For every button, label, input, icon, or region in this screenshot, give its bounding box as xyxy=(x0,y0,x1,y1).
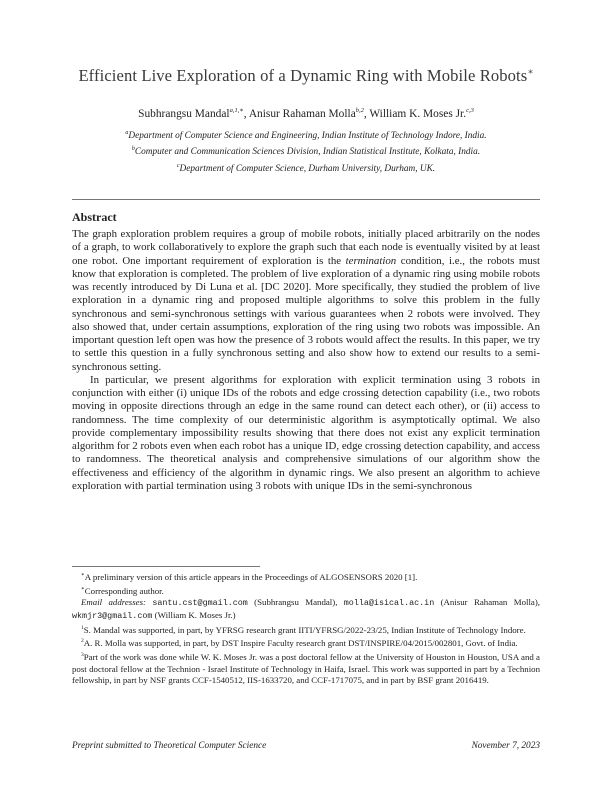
affiliation-mark: c xyxy=(176,162,180,169)
email-owner: (Subhrangsu Mandal), xyxy=(247,597,344,608)
affiliation-mark: b xyxy=(131,146,135,153)
emphasis-termination: termination xyxy=(345,254,397,267)
affiliation-mark: a xyxy=(125,130,129,136)
footnote xyxy=(72,650,540,687)
email-label: Email addresses: xyxy=(81,597,153,608)
email-link[interactable]: molla@isical.ac.in xyxy=(343,598,435,609)
author-name: Anisur Rahaman Molla xyxy=(248,107,356,120)
page-footer xyxy=(72,741,540,751)
author-marks: c,3 xyxy=(466,107,474,114)
email-link[interactable]: wkmjr3@gmail.com xyxy=(72,610,153,621)
author-marks: b,2 xyxy=(355,107,364,114)
author-list xyxy=(0,106,612,120)
footer-journal: Preprint submitted to Theoretical Computer Science xyxy=(72,741,267,751)
footnote xyxy=(72,636,540,650)
abstract-top-rule xyxy=(72,199,540,200)
footnote-rule xyxy=(72,566,260,567)
abstract-paragraph: In particular, we present algorithms for exploration with explicit termination using 3 robots in conjunction with either (i) unique IDs of the robots and edge crossing detection capability (i.e., two robots moving in opposite directions through an edge in the same round can detect each other), or (ii) access to randomness. The time complexity of our deterministic algorithm is asymptotically optimal. We also provide complementary impossibility results showing that there does not exist any explicit termination algorithm for 2 robots even when each robot has a unique ID, edge crossing detection capability, and access to randomness. The theoretical analysis and comprehensive simulations of our algorithm show the effectiveness and efficiency of the algorithm in dynamic rings. We also present an algorithm to achieve exploration with partial termination using 3 robots with unique IDs in the semi-synchronous xyxy=(72,373,540,492)
footnote-text: A preliminary version of this article appears in the Proceedings of ALGOSENSORS 2020 [1]. xyxy=(84,571,418,582)
affiliation-line xyxy=(60,160,552,176)
affiliation-text: Department of Computer Science and Engineering, Indian Institute of Technology Indore, India. xyxy=(128,131,487,142)
title-footnote-mark: ∗ xyxy=(527,66,534,77)
footnote xyxy=(72,584,540,598)
title-text: Efficient Live Exploration of a Dynamic Ring with Mobile Robots xyxy=(78,66,528,85)
author-separator: , xyxy=(243,107,249,120)
email-owner: (Anisur Rahaman Molla), xyxy=(434,597,540,608)
footnote-text: Corresponding author. xyxy=(84,585,164,596)
footnote-text: A. R. Molla was supported, in part, by DST Inspire Faculty research grant DST/INSPIRE/04/2015/002801, Govt. of India. xyxy=(83,638,518,649)
author-name: William K. Moses Jr. xyxy=(369,107,467,120)
footnote-mark: 1 xyxy=(81,624,84,631)
abstract-body xyxy=(72,228,540,493)
affiliation-line xyxy=(60,143,552,159)
abstract-text: condition, i.e., the robots must know that exploration is completed. The problem of live exploration of a dynamic ring using mobile robots was recently introduced by Di Luna et al. [DC 2020]. More specifically, they studied the problem of live exploration in a dynamic ring and proposed multiple algorithms to solve this problem in the fully synchronous and semi-synchronous settings with various guarantees when 2 robots were involved. They also showed that, under certain assumptions, exploration of the ring using two robots was impossible. An important question left open was how the presence of 3 robots would affect the results. In this paper, we try to settle this question in a fully synchronous setting and also show how to extend our results to a semi-synchronous setting. xyxy=(72,254,541,373)
affiliation-line xyxy=(60,127,552,143)
footnote-mark: ∗ xyxy=(81,572,85,578)
author-name: Subhrangsu Mandal xyxy=(138,107,230,120)
affiliations xyxy=(60,127,552,176)
footnote-mark: 2 xyxy=(81,638,84,645)
footnote-emails xyxy=(72,597,540,622)
paper-title xyxy=(0,66,612,86)
footnote xyxy=(72,623,540,637)
abstract-paragraph xyxy=(72,228,540,374)
author-marks: a,1,∗ xyxy=(229,107,244,114)
footnote xyxy=(72,570,540,584)
email-owner: (William K. Moses Jr.) xyxy=(152,609,236,620)
footnote-text: S. Mandal was supported, in part, by YFRSG research grant IITI/YFRSG/2022-23/25, Indian Institute of Technology Indore. xyxy=(83,624,526,635)
abstract-text: The graph exploration problem requires a group of mobile robots, initially placed arbitrarily on the nodes of a graph, to work collaboratively to explore the graph such that each node is eventually visited by at least one robot. One important requirement of exploration is the xyxy=(72,228,540,267)
email-link[interactable]: santu.cst@gmail.com xyxy=(152,598,248,609)
footnote-text: Part of the work was done while W. K. Moses Jr. was a post doctoral fellow at the University of Houston in Houston, USA and a post doctoral fellow at the Technion - Israel Institute of Technology in Haifa, Israel. This work was supported in part by a Technion fellowship, in part by NSF grants CCF-1540512, IIS-1633720, and CCF-1717075, and in part by BSF grant 2016419. xyxy=(72,651,540,686)
abstract-heading: Abstract xyxy=(72,210,117,224)
author-separator: , xyxy=(363,107,370,120)
footnotes xyxy=(72,570,540,687)
affiliation-text: Department of Computer Science, Durham University, Durham, UK. xyxy=(179,163,436,174)
footer-date: November 7, 2023 xyxy=(471,741,540,751)
footnote-mark: ∗ xyxy=(81,585,85,592)
affiliation-text: Computer and Communication Sciences Division, Indian Statistical Institute, Kolkata, India. xyxy=(134,147,481,158)
footnote-mark: 3 xyxy=(81,651,84,658)
